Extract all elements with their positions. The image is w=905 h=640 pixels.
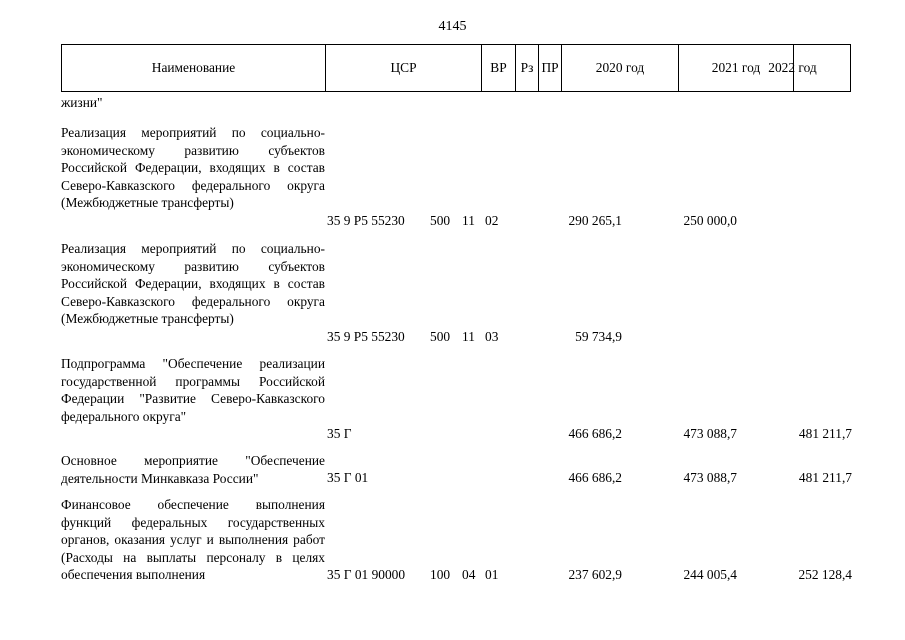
- row-pr: 03: [485, 329, 499, 344]
- row-csr: 35 9 P5 55230: [327, 213, 405, 228]
- row-2020: 237 602,9: [568, 567, 622, 582]
- header-2022: 2022 год: [768, 60, 817, 76]
- row-csr: 35 Г: [327, 426, 352, 441]
- table-header: [61, 44, 851, 92]
- continued-text: жизни": [61, 95, 103, 110]
- row-rz: 11: [462, 329, 475, 344]
- row-2022: 481 211,7: [798, 470, 852, 485]
- row-pr: 01: [485, 567, 499, 582]
- row-rz: 04: [462, 567, 476, 582]
- row-2020: 466 686,2: [568, 426, 622, 441]
- header-rz: Рз: [516, 45, 539, 91]
- row-vr: 100: [430, 567, 451, 582]
- header-2021: 2021 год: [679, 45, 794, 91]
- row-csr: 35 9 P5 55230: [327, 329, 405, 344]
- row-name: Реализация мероприятий по социально-экономическому развитию субъектов Российской Федерации, входящих в состав Северо-Кавказского федерального округа (Межбюджетные трансферты): [61, 125, 325, 211]
- row-2020: 59 734,9: [575, 329, 622, 344]
- row-vr: 500: [430, 329, 451, 344]
- header-2020: 2020 год: [562, 45, 679, 91]
- row-csr: 35 Г 01: [327, 470, 369, 485]
- row-name: Подпрограмма "Обеспечение реализации государственной программы Российской Федерации "Развитие Северо-Кавказского федерального округа": [61, 356, 325, 424]
- row-2021: 473 088,7: [683, 470, 737, 485]
- row-csr: 35 Г 01 90000: [327, 567, 406, 582]
- row-name: Финансовое обеспечение выполнения функций федеральных государственных органов, оказания услуг и выполнения работ (Расходы на выплаты персоналу в целях обеспечения выполнения: [61, 497, 325, 583]
- row-2021: 244 005,4: [683, 567, 737, 582]
- row-2022: 252 128,4: [798, 567, 852, 582]
- header-csr: ЦСР: [326, 45, 482, 91]
- header-name: Наименование: [62, 45, 326, 91]
- row-vr: 500: [430, 213, 451, 228]
- row-2021: 473 088,7: [683, 426, 737, 441]
- header-vr: ВР: [482, 45, 516, 91]
- row-name: Основное мероприятие "Обеспечение деятельности Минкавказа России": [61, 453, 325, 486]
- row-name: Реализация мероприятий по социально-экономическому развитию субъектов Российской Федерации, входящих в состав Северо-Кавказского федерального округа (Межбюджетные трансферты): [61, 241, 325, 327]
- row-2021: 250 000,0: [683, 213, 737, 228]
- row-rz: 11: [462, 213, 475, 228]
- header-pr: ПР: [539, 45, 562, 91]
- row-2020: 466 686,2: [568, 470, 622, 485]
- row-2022: 481 211,7: [798, 426, 852, 441]
- page-number: 4145: [438, 19, 467, 34]
- row-pr: 02: [485, 213, 499, 228]
- row-2020: 290 265,1: [568, 213, 622, 228]
